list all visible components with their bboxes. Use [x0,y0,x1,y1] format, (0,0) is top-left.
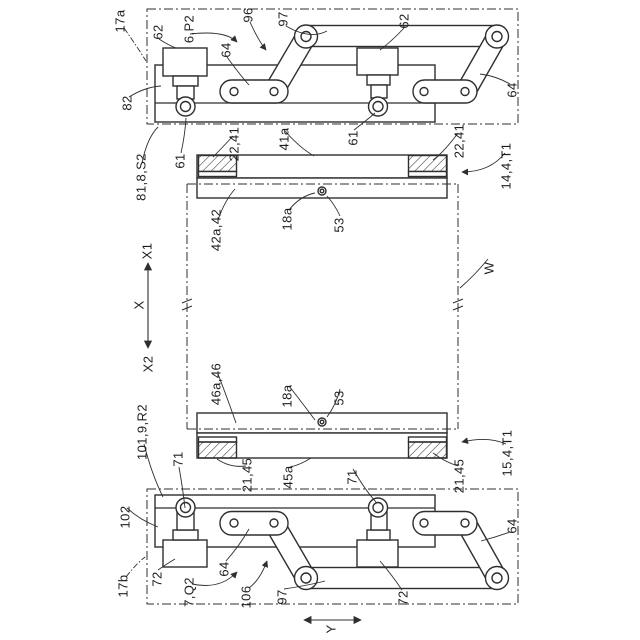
label-53-bottom: 53 [331,390,347,406]
label-101-9-r2: 101,9,R2 [134,404,150,460]
label-x1: X1 [139,242,155,260]
label-81-8-s2: 81,8,S2 [133,153,149,201]
label-x: X [131,300,147,310]
label-41a: 41a [276,127,292,151]
label-64-bottom-left: 64 [216,561,232,577]
label-14-4-t1: 14,4,T1 [498,142,514,190]
label-22-41-right: 22,41 [451,123,467,159]
label-y: Y [323,624,339,634]
label-42a-42: 42a,42 [208,208,224,252]
label-46a-46: 46a,46 [208,362,224,406]
label-64-top-left: 64 [218,42,234,58]
label-w: W [481,261,497,275]
label-71-right: 71 [344,469,360,485]
label-21-45-left: 21,45 [239,457,255,493]
label-18a-bottom: 18a [279,384,295,408]
label-17b: 17b [115,574,131,598]
label-45a: 45a [280,465,296,489]
upper-carriage-assembly [155,25,509,122]
label-18a-top: 18a [279,207,295,231]
workpiece-break-marks [182,299,463,310]
label-x2: X2 [140,355,156,373]
label-72-left: 72 [149,571,165,587]
label-97-top: 97 [275,11,291,27]
label-62-left: 62 [150,24,166,40]
label-82: 82 [119,95,135,111]
label-17a: 17a [112,9,128,33]
label-7-q2: 7,Q2 [181,577,197,607]
label-102: 102 [117,505,133,529]
label-97-bottom: 97 [274,589,290,605]
label-64-bottom-right: 64 [504,518,520,534]
label-64-top-right: 64 [504,82,520,98]
top-rail-assembly [197,155,447,198]
workpiece-outline [187,184,458,429]
label-61-left: 61 [172,153,188,169]
label-62-right: 62 [396,13,412,29]
label-15-4-t1: 15,4,T1 [499,429,515,477]
label-21-45-right: 21,45 [451,458,467,494]
label-72-right: 72 [395,590,411,606]
label-22-41-left: 22,41 [226,126,242,162]
lower-carriage-assembly [155,495,509,590]
label-96: 96 [240,7,256,23]
label-6-p2: 6,P2 [181,14,197,44]
label-106: 106 [238,585,254,609]
label-71-left: 71 [170,451,186,467]
label-61-right: 61 [345,130,361,146]
label-53-top: 53 [331,217,347,233]
